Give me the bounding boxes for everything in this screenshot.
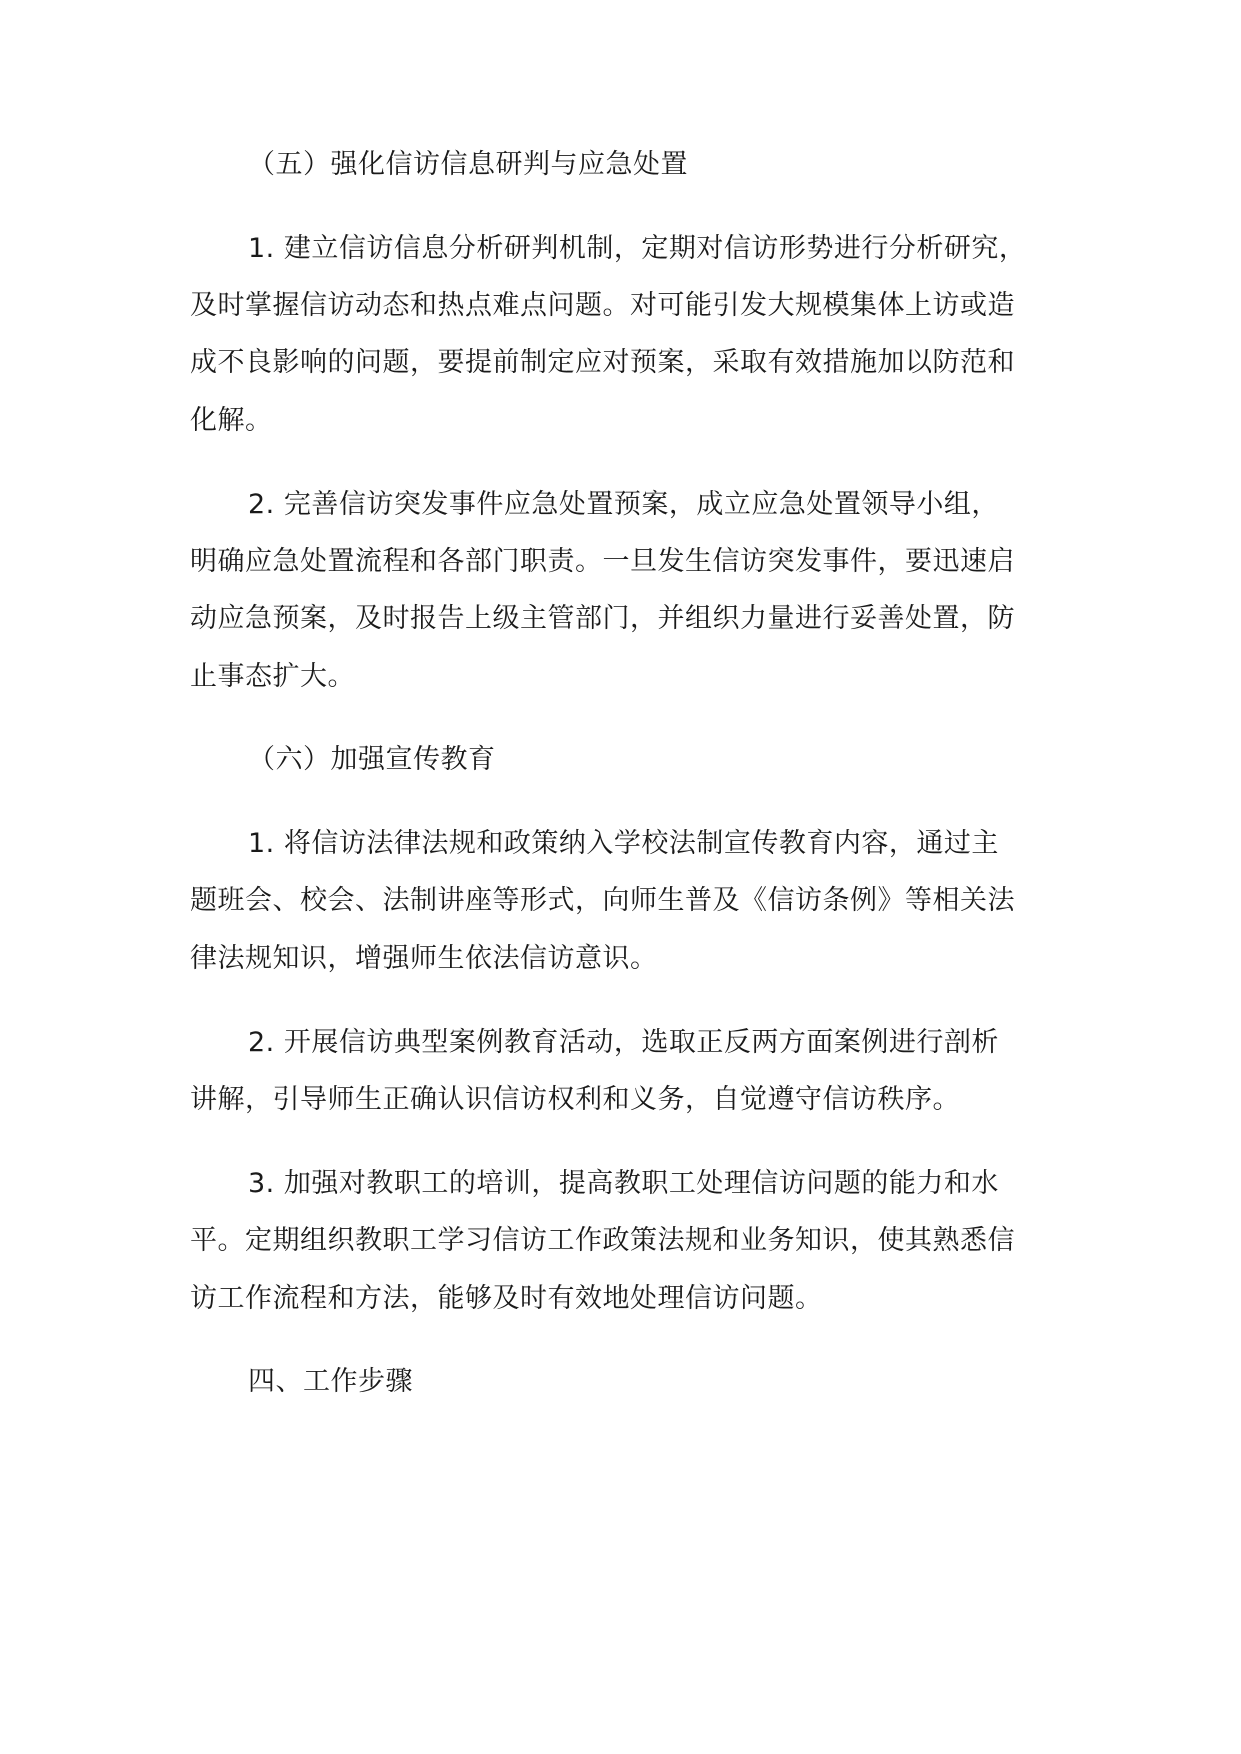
chapter-heading-4: 四、工作步骤 [248, 1366, 413, 1397]
paragraph-line: 1. 建立信访信息分析研判机制，定期对信访形势进行分析研究， [248, 233, 1027, 264]
paragraph-line: 明确应急处置流程和各部门职责。一旦发生信访突发事件，要迅速启 [190, 546, 1015, 577]
paragraph-line: 讲解，引导师生正确认识信访权利和义务，自觉遵守信访秩序。 [190, 1084, 960, 1115]
section-heading-6: （六）加强宣传教育 [248, 744, 496, 775]
paragraph-line: 止事态扩大。 [190, 661, 355, 692]
paragraph-line: 及时掌握信访动态和热点难点问题。对可能引发大规模集体上访或造 [190, 290, 1015, 321]
paragraph-line: 2. 开展信访典型案例教育活动，选取正反两方面案例进行剖析 [248, 1027, 999, 1058]
paragraph-line: 平。定期组织教职工学习信访工作政策法规和业务知识，使其熟悉信 [190, 1225, 1015, 1256]
paragraph-line: 化解。 [190, 405, 273, 436]
paragraph-line: 2. 完善信访突发事件应急处置预案，成立应急处置领导小组， [248, 489, 999, 520]
section-heading-5: （五）强化信访信息研判与应急处置 [248, 149, 688, 180]
paragraph-line: 动应急预案，及时报告上级主管部门，并组织力量进行妥善处置，防 [190, 603, 1015, 634]
paragraph-line: 访工作流程和方法，能够及时有效地处理信访问题。 [190, 1283, 823, 1314]
paragraph-line: 成不良影响的问题，要提前制定应对预案，采取有效措施加以防范和 [190, 347, 1015, 378]
paragraph-line: 律法规知识，增强师生依法信访意识。 [190, 943, 658, 974]
paragraph-line: 1. 将信访法律法规和政策纳入学校法制宣传教育内容，通过主 [248, 828, 999, 859]
paragraph-line: 题班会、校会、法制讲座等形式，向师生普及《信访条例》等相关法 [190, 885, 1015, 916]
paragraph-line: 3. 加强对教职工的培训，提高教职工处理信访问题的能力和水 [248, 1168, 999, 1199]
